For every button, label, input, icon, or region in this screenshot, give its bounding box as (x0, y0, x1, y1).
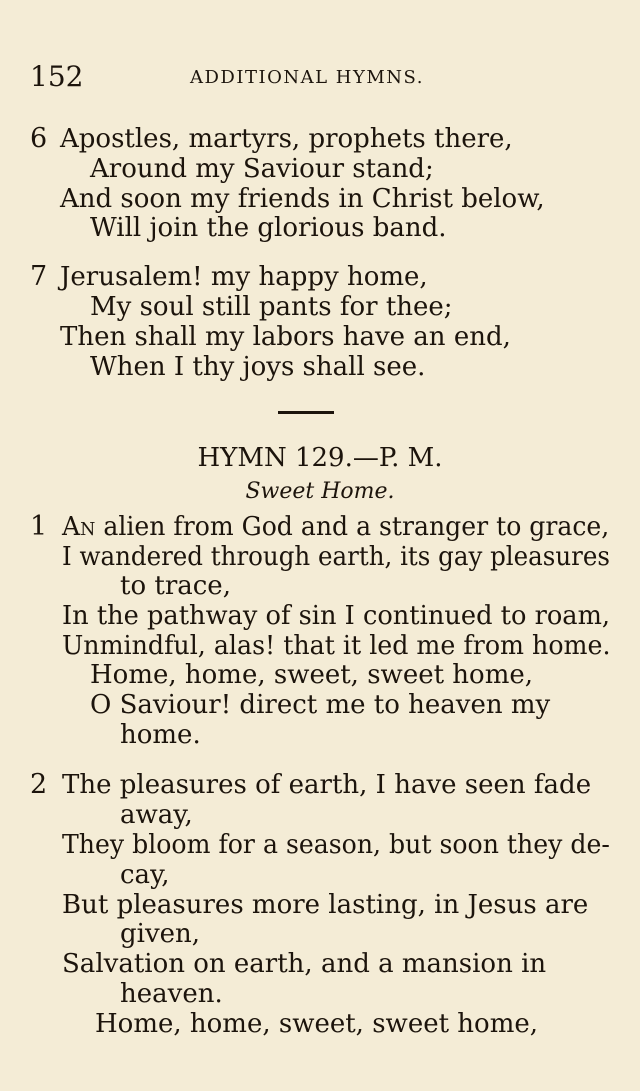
verse-line: Jerusalem! my happy home, (60, 262, 428, 292)
verse-line: And soon my friends in Christ below, (60, 184, 545, 214)
verse-line: But pleasures more lasting, in Jesus are (62, 890, 589, 920)
verse-line: heaven. (120, 979, 223, 1009)
running-title: ADDITIONAL HYMNS. (190, 67, 424, 88)
hymn-title: HYMN 129.—P. M. (197, 443, 443, 473)
hymn-subtitle: Sweet Home. (245, 479, 395, 504)
verse-line: Apostles, martyrs, prophets there, (60, 124, 513, 154)
verse-line: to trace, (120, 571, 231, 601)
verse-line: cay, (120, 860, 170, 890)
verse-line: In the pathway of sin I continued to roam, (62, 601, 611, 631)
section-divider (278, 411, 334, 414)
verse-line: When I thy joys shall see. (90, 352, 426, 382)
verse-line: Unmindful, alas! that it led me from home. (62, 631, 611, 661)
stanza-number: 1 (30, 511, 48, 542)
verse-line: I wandered through earth, its gay pleasures (62, 542, 610, 572)
chorus-line: O Saviour! direct me to heaven my (90, 690, 551, 720)
chorus-line: Home, home, sweet, sweet home, (90, 660, 534, 690)
verse-line-text: alien from God and a stranger to grace, (95, 512, 610, 542)
verse-line: Salvation on earth, and a mansion in (62, 949, 547, 979)
verse-line: Around my Saviour stand; (90, 154, 434, 184)
verse-line: They bloom for a season, but soon they de- (62, 830, 610, 860)
stanza-number: 7 (30, 261, 48, 292)
verse-line: Will join the glorious band. (90, 213, 447, 243)
stanza-number: 2 (30, 769, 48, 800)
verse-line: given, (120, 919, 201, 949)
verse-line (62, 512, 609, 542)
verse-line: away, (120, 800, 193, 830)
drop-word: An (62, 512, 96, 542)
page-number: 152 (30, 60, 84, 93)
chorus-line: home. (120, 720, 201, 750)
verse-line: Then shall my labors have an end, (60, 322, 511, 352)
stanza-number: 6 (30, 123, 48, 154)
verse-line: The pleasures of earth, I have seen fade (62, 770, 592, 800)
chorus-line: Home, home, sweet, sweet home, (95, 1009, 539, 1039)
page-header (30, 60, 610, 100)
verse-line: My soul still pants for thee; (90, 292, 453, 322)
